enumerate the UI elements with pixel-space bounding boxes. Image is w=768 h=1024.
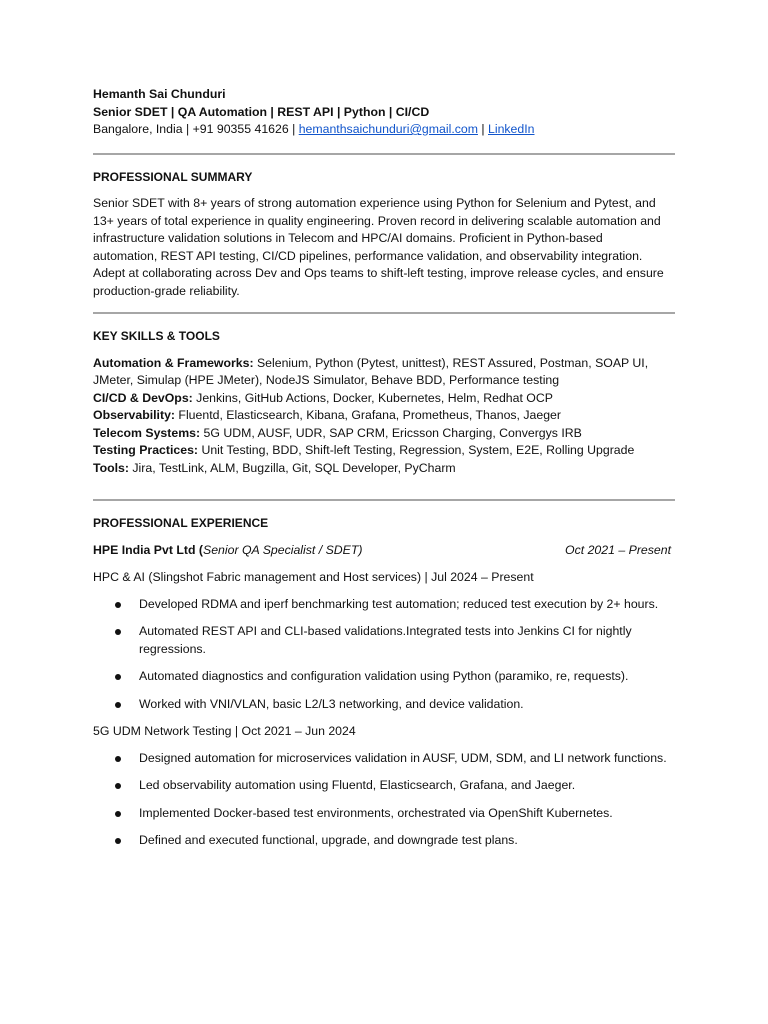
skill-label: Automation & Frameworks:: [93, 355, 254, 370]
list-item: [93, 623, 669, 658]
section-divider: [93, 499, 675, 501]
skill-line: [93, 390, 675, 408]
list-item: [93, 805, 669, 823]
skill-value: 5G UDM, AUSF, UDR, SAP CRM, Ericsson Charging, Convergys IRB: [200, 425, 582, 440]
skills-title: KEY SKILLS & TOOLS: [93, 329, 220, 343]
job-dates: Oct 2021 – Present: [565, 542, 671, 557]
bullet-icon: [115, 602, 121, 608]
section-divider: [93, 153, 675, 155]
experience-section: [93, 515, 675, 850]
list-item: [93, 596, 669, 614]
skills-section: [93, 328, 675, 477]
summary-section: [93, 169, 675, 301]
list-item: [93, 696, 669, 714]
bullet-icon: [115, 674, 121, 680]
headline: Senior SDET | QA Automation | REST API | Python | CI/CD: [93, 104, 430, 119]
skill-value: Jenkins, GitHub Actions, Docker, Kubernetes, Helm, Redhat OCP: [192, 390, 553, 405]
list-item-text: Designed automation for microservices validation in AUSF, UDM, SDM, and LI network functions.: [139, 750, 667, 765]
project-bullets: [93, 596, 675, 714]
list-item-text: Worked with VNI/VLAN, basic L2/L3 networking, and device validation.: [139, 696, 524, 711]
list-item-text: Defined and executed functional, upgrade, and downgrade test plans.: [139, 833, 518, 847]
skill-line: [93, 425, 675, 443]
skill-label: CI/CD & DevOps:: [93, 390, 193, 405]
experience-title: PROFESSIONAL EXPERIENCE: [93, 516, 269, 530]
list-item: [93, 668, 669, 686]
bullet-icon: [115, 783, 121, 789]
linkedin-link[interactable]: LinkedIn: [488, 122, 535, 136]
summary-title: PROFESSIONAL SUMMARY: [93, 169, 253, 184]
section-divider: [93, 312, 675, 314]
skill-line: [93, 407, 675, 425]
contact-line: [93, 121, 675, 139]
list-item: [93, 832, 669, 850]
email-link[interactable]: hemanthsaichunduri@gmail.com: [298, 122, 478, 136]
skill-label: Telecom Systems:: [93, 425, 201, 440]
list-item: [93, 750, 669, 768]
job-company-role: [93, 542, 362, 560]
skill-value: Jira, TestLink, ALM, Bugzilla, Git, SQL Developer, PyCharm: [128, 460, 456, 475]
skill-label: Tools:: [93, 460, 129, 475]
project-title: 5G UDM Network Testing | Oct 2021 – Jun 2024: [93, 724, 356, 738]
skill-line: [93, 355, 675, 390]
list-item-text: Led observability automation using Fluentd, Elasticsearch, Grafana, and Jaeger.: [139, 778, 576, 792]
bullet-icon: [115, 756, 121, 762]
skill-value: Fluentd, Elasticsearch, Kibana, Grafana, Prometheus, Thanos, Jaeger: [175, 408, 561, 422]
skill-line: [93, 460, 675, 478]
list-item-text: Automated REST API and CLI-based validations.Integrated tests into Jenkins CI for nightly regressions.: [139, 624, 632, 656]
job-header: [93, 542, 671, 560]
list-item: [93, 777, 669, 795]
job-role: Senior QA Specialist / SDET): [203, 542, 363, 557]
project-block: [93, 723, 675, 850]
bullet-icon: [115, 811, 121, 817]
candidate-name: Hemanth Sai Chunduri: [93, 87, 226, 101]
list-item-text: Implemented Docker-based test environments, orchestrated via OpenShift Kubernetes.: [139, 805, 613, 820]
resume-page: [93, 86, 675, 860]
bullet-icon: [115, 702, 121, 708]
project-block: [93, 569, 675, 713]
list-item-text: Developed RDMA and iperf benchmarking test automation; reduced test execution by 2+ hours.: [139, 596, 659, 611]
skill-label: Observability:: [93, 408, 176, 422]
project-title: HPC & AI (Slingshot Fabric management and Host services) | Jul 2024 – Present: [93, 570, 534, 584]
contact-separator: |: [477, 122, 488, 136]
list-item-text: Automated diagnostics and configuration validation using Python (paramiko, re, requests).: [139, 669, 629, 683]
bullet-icon: [115, 838, 121, 844]
skill-value: Unit Testing, BDD, Shift-left Testing, Regression, System, E2E, Rolling Upgrade: [198, 443, 635, 457]
skill-value: Selenium, Python (Pytest, unittest), REST Assured, Postman, SOAP UI, JMeter, Simulap (HPE JMeter), NodeJS Simulator, Behave BDD, Performance testing: [93, 355, 649, 387]
job-company: HPE India Pvt Ltd (: [93, 542, 203, 557]
project-bullets: [93, 750, 675, 850]
contact-location-phone: Bangalore, India | +91 90355 41626 |: [93, 122, 299, 136]
summary-text: Senior SDET with 8+ years of strong automation experience using Python for Selenium and Pytest, and 13+ years of total experience in quality engineering. Proven record in delivering scalable automation and infrastructure validation solutions in Telecom and HPC/AI domains. Proficient in Python-based automation, REST API testing, CI/CD pipelines, performance validation, and observability integration. Adept at collaborating across Dev and Ops teams to shift-left testing, improve release cycles, and ensure production-grade reliability.: [93, 196, 664, 298]
skill-line: [93, 442, 675, 460]
bullet-icon: [115, 629, 121, 635]
skill-label: Testing Practices:: [93, 443, 199, 457]
